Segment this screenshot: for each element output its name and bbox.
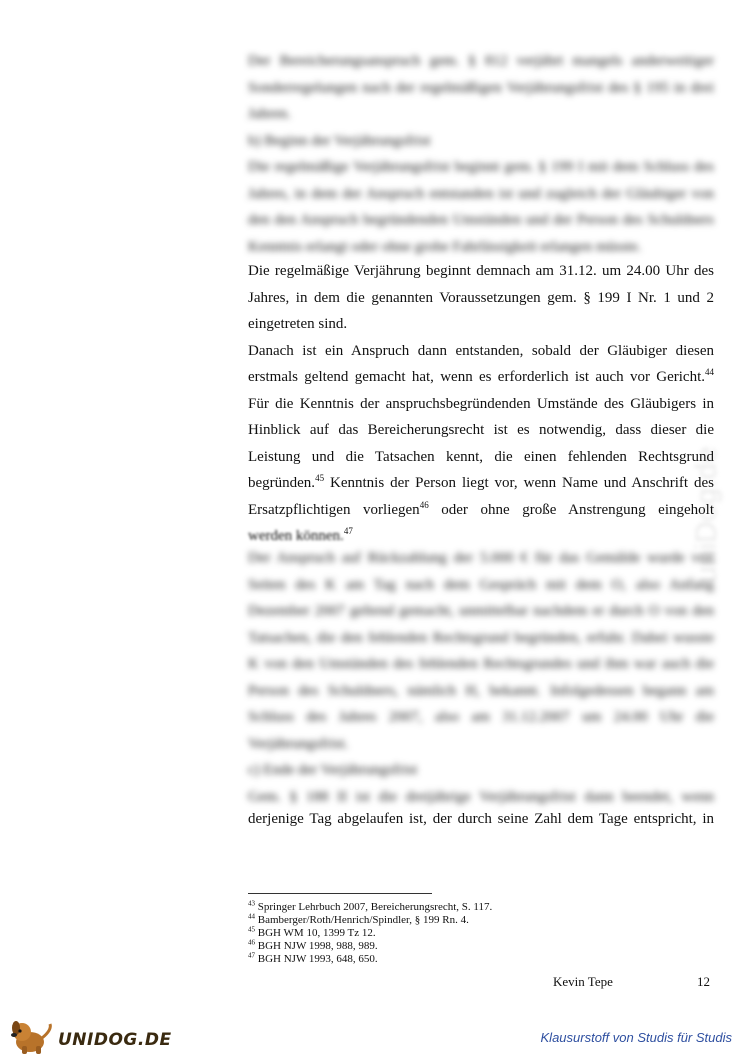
section-heading: c) Ende der Verjährungsfrist <box>248 762 418 778</box>
text-segment: oder ohne große Anstrengung eingeholt <box>428 501 714 518</box>
text-line <box>248 470 714 497</box>
footnote-ref: 44 <box>705 367 714 377</box>
text-segment: Kenntnis der Person liegt vor, wenn Name und Anschrift des <box>324 475 714 491</box>
blurred-text-top <box>248 48 714 260</box>
text-segment: erstmals geltend gemacht hat, wenn es erforderlich ist auch vor Gericht. <box>248 369 705 385</box>
clear-text-last <box>248 806 714 833</box>
footnote-text: BGH NJW 1993, 648, 650. <box>257 953 378 965</box>
text-line <box>248 364 714 391</box>
text-line: Leistung und die Tatsachen kennt, die einen fehlenden Rechtsgrund <box>248 448 714 465</box>
text-line: Jahres, in dem der Anspruch entstanden ist und zugleich der Gläubiger von <box>248 185 714 202</box>
text-line: Hinblick auf das Bereicherungsrecht ist es notwendig, dass dieser die <box>248 422 714 438</box>
watermark: uniDog.de <box>690 446 723 584</box>
footnote-ref: 46 <box>419 499 429 510</box>
text-line: K von den Umständen des fehlenden Rechtsgrundes und ihm war auch die <box>248 656 714 672</box>
footnote-number: 45 <box>248 925 255 934</box>
footnote-ref: 47 <box>343 526 353 536</box>
text-line: Der Anspruch auf Rückzahlung der 5.000 € für das Gemälde wurde von <box>248 550 714 566</box>
footnote-number: 43 <box>248 899 255 908</box>
footnote <box>248 927 492 940</box>
footnote-ref: 45 <box>315 473 325 483</box>
footnotes <box>248 901 492 966</box>
text-line: den den Anspruch begründenden Umständen und der Person des Schuldners <box>248 212 714 228</box>
text-line: Verjährungsfrist. <box>248 735 349 752</box>
footnote <box>248 914 492 927</box>
text-line: Gem. § 188 II ist die dreijährige Verjährungsfrist dann beendet, wenn <box>248 788 714 805</box>
footnote-text: Bamberger/Roth/Henrich/Spindler, § 199 Rn. 4. <box>257 914 469 926</box>
footnote-text: BGH WM 10, 1399 Tz 12. <box>257 927 376 939</box>
clear-text-block <box>248 258 714 550</box>
section-heading: b) Beginn der Verjährungsfrist <box>248 132 431 149</box>
footnote-number: 47 <box>248 951 255 960</box>
tagline: Klausurstoff von Studis für Studis <box>540 1030 732 1045</box>
logo-text: UNIDOG.DE <box>58 1030 172 1050</box>
footnote-text: BGH NJW 1998, 988, 989. <box>257 940 378 952</box>
footnote <box>248 940 492 953</box>
text-line: Der Bereicherungsanspruch gem. § 812 verjährt mangels anderweitiger <box>248 53 714 69</box>
text-line: Danach ist ein Anspruch dann entstanden, sobald der Gläubiger diesen <box>248 342 714 359</box>
text-line: Kenntnis erlangt oder ohne grobe Fahrlässigkeit erlangen müsste. <box>248 238 642 255</box>
text-line: Schluss des Jahres 2007, also am 31.12.2007 um 24.00 Uhr die <box>248 709 714 725</box>
text-line: Seiten des K am Tag nach dem Gespräch mit dem O, also Anfang <box>248 576 714 593</box>
author-name: Kevin Tepe <box>553 974 613 989</box>
footnote-divider <box>248 893 432 894</box>
text-line: Tatsachen, die den fehlenden Rechtsgrund begründen, erfuhr. Dabei wusste <box>248 629 714 646</box>
text-line: Sonderregelungen nach der regelmäßigen Verjährungsfrist des § 195 in drei <box>248 79 714 96</box>
text-line: Jahres, in dem die genannten Voraussetzungen gem. § 199 I Nr. 1 und 2 <box>248 289 714 306</box>
text-line: Dezember 2007 geltend gemacht, unmittelbar nachdem er durch O von den <box>248 603 714 619</box>
text-line: Die regelmäßige Verjährung beginnt demnach am 31.12. um 24.00 Uhr des <box>248 263 714 279</box>
footnote-text: Springer Lehrbuch 2007, Bereicherungsrecht, S. 117. <box>257 901 493 913</box>
text-segment: werden können. <box>248 528 344 544</box>
text-line: Für die Kenntnis der anspruchsbegründenden Umstände des Gläubigers in <box>248 395 714 412</box>
text-line <box>248 497 714 524</box>
footnote-number: 46 <box>248 938 255 947</box>
footnote <box>248 901 492 914</box>
page-number: 12 <box>697 974 710 989</box>
blurred-text-bottom <box>248 545 714 810</box>
text-segment: Ersatzpflichtigen vorliegen <box>248 501 420 518</box>
text-line: eingetreten sind. <box>248 316 348 332</box>
text-line: Person des Schuldners, nämlich H, bekannt. Infolgedessen begann am <box>248 682 714 699</box>
dog-icon <box>8 1016 56 1056</box>
footnote <box>248 953 492 966</box>
unidog-logo[interactable] <box>8 1016 172 1056</box>
text-line: Jahren. <box>248 106 291 122</box>
text-line: derjenige Tag abgelaufen ist, der durch seine Zahl dem Tage entspricht, in <box>248 811 714 827</box>
text-segment: begründen. <box>248 475 316 491</box>
footnote-number: 44 <box>248 912 255 921</box>
text-line: Die regelmäßige Verjährungsfrist beginnt gem. § 199 I mit dem Schluss des <box>248 159 714 175</box>
